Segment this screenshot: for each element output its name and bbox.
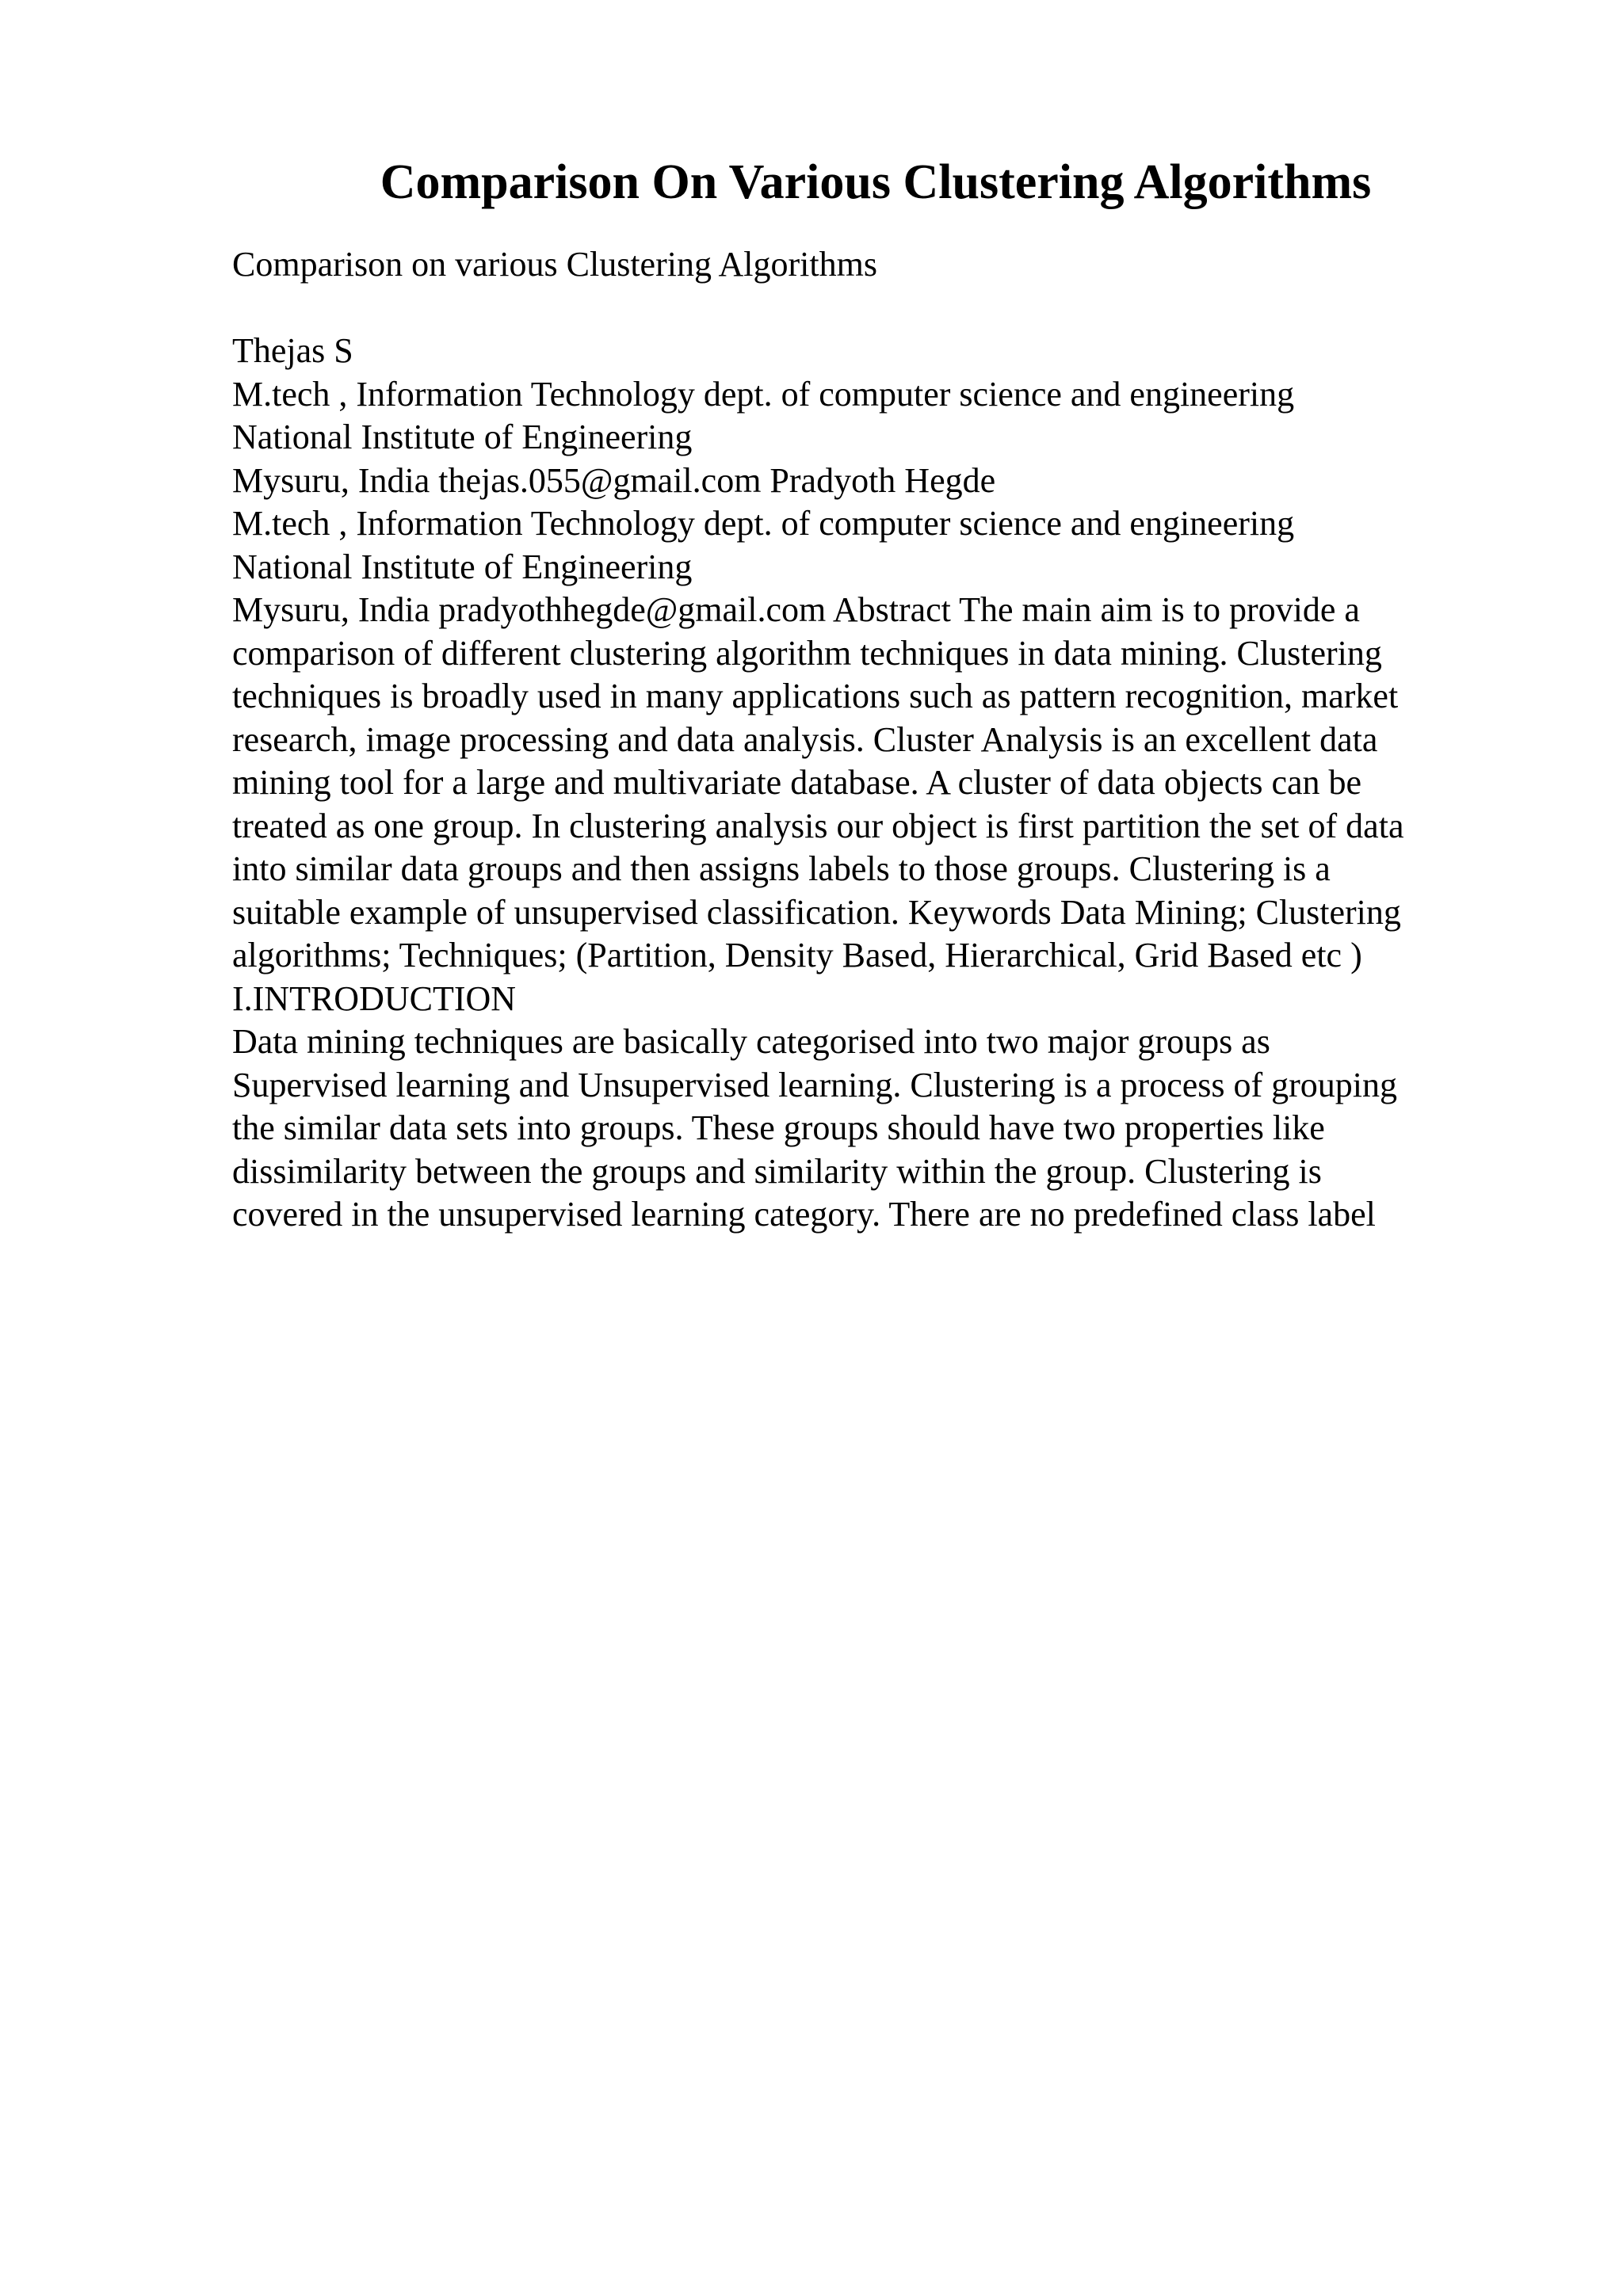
abstract-line: techniques is broadly used in many applications such as pattern recognition, market xyxy=(232,677,1399,715)
author-affiliation-line: M.tech , Information Technology dept. of computer science and engineering xyxy=(232,374,1295,414)
abstract-line: into similar data groups and then assigns labels to those groups. Clustering is a xyxy=(232,849,1331,888)
section-heading: I.INTRODUCTION xyxy=(232,978,517,1018)
introduction-line: the similar data sets into groups. These groups should have two properties like xyxy=(232,1108,1325,1147)
abstract-line: suitable example of unsupervised classification. Keywords Data Mining; Clustering xyxy=(232,892,1401,932)
abstract-line: treated as one group. In clustering analysis our object is first partition the set of data xyxy=(232,806,1404,845)
author-institute-line: National Institute of Engineering xyxy=(232,418,693,456)
author-name-line: Thejas S xyxy=(232,331,353,370)
abstract-line: comparison of different clustering algorithm techniques in data mining. Clustering xyxy=(232,633,1382,673)
abstract-line: mining tool for a large and multivariate database. A cluster of data objects can be xyxy=(232,763,1362,802)
abstract-line: research, image processing and data analysis. Cluster Analysis is an excellent data xyxy=(232,719,1378,759)
introduction-line: dissimilarity between the groups and similarity within the group. Clustering is xyxy=(232,1151,1322,1191)
author-institute-line: National Institute of Engineering xyxy=(232,547,693,586)
author-location-line: Mysuru, India thejas.055@gmail.com Pradyoth Hegde xyxy=(232,460,996,500)
author-affiliation-line: M.tech , Information Technology dept. of computer science and engineering xyxy=(232,504,1295,543)
paper-title: Comparison On Various Clustering Algorithms xyxy=(380,155,1372,209)
keywords-line: algorithms; Techniques; (Partition, Density Based, Hierarchical, Grid Based etc ) xyxy=(232,936,1362,974)
subtitle-line: Comparison on various Clustering Algorithms xyxy=(232,245,877,284)
abstract-line: Mysuru, India pradyothhegde@gmail.com Abstract The main aim is to provide a xyxy=(232,590,1360,629)
blank-line xyxy=(232,287,1579,330)
paper-body xyxy=(232,243,1579,1237)
introduction-line: Data mining techniques are basically categorised into two major groups as xyxy=(232,1022,1270,1061)
introduction-line: covered in the unsupervised learning category. There are no predefined class label xyxy=(232,1195,1376,1234)
introduction-line: Supervised learning and Unsupervised learning. Clustering is a process of grouping xyxy=(232,1065,1398,1104)
